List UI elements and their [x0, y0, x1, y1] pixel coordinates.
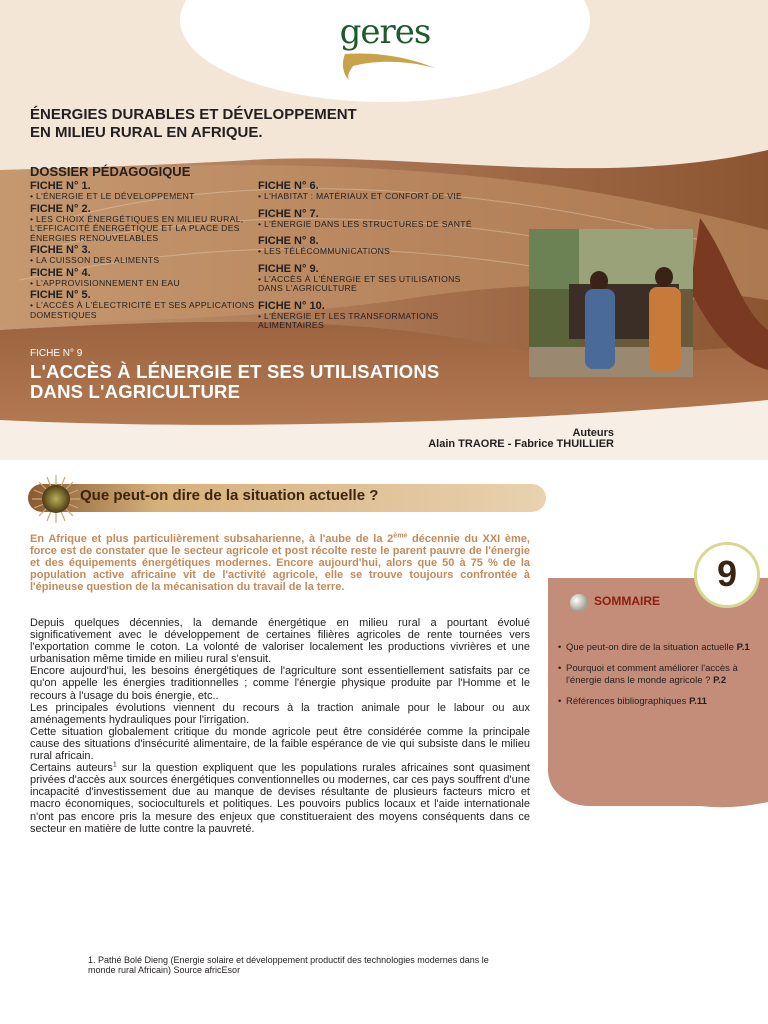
footnote-ref[interactable]: 1 — [112, 761, 117, 769]
sommaire-page-ref: P.11 — [689, 696, 707, 707]
sommaire-item[interactable] — [558, 642, 758, 654]
title-line-1: ÉNERGIES DURABLES ET DÉVELOPPEMENT — [30, 106, 357, 123]
intro-paragraph — [30, 533, 530, 593]
current-title-line-1: L'ACCÈS À LÉNERGIE ET SES UTILISATIONS — [30, 361, 440, 382]
fiche-text: • L'ÉNERGIE ET LE DÉVELOPPEMENT — [30, 191, 195, 201]
sommaire-list — [558, 642, 758, 717]
sommaire-page-ref: P.1 — [736, 642, 750, 653]
document-title — [30, 106, 450, 142]
sommaire-heading: SOMMAIRE — [594, 594, 660, 608]
dossier-heading: DOSSIER PÉDAGOGIQUE — [30, 164, 191, 179]
fiche-item — [258, 235, 488, 257]
sommaire-item[interactable] — [558, 696, 758, 708]
fiche-number: FICHE N° 3. — [30, 244, 91, 256]
intro-superscript: ème — [393, 532, 408, 540]
body-paragraph: Encore aujourd'hui, les besoins énergétiques de l'agriculture sont essentiellement satisfaits par ce qu'on appelle les énergies traditionnelles ; comme l'énergie physique produite par l'Homme et le recours à l'usage du bois énergie, etc.. — [30, 665, 530, 702]
sommaire-item-text: Références bibliographiques — [566, 696, 687, 707]
body-paragraph — [30, 762, 530, 835]
intro-text-1: En Afrique et plus particulièrement subsaharienne, à l'aube de la 2 — [30, 533, 394, 545]
authors-names: Alain TRAORE - Fabrice THUILLIER — [428, 438, 614, 450]
fiches-list-left — [30, 180, 260, 321]
fiche-text: • LES CHOIX ÉNERGÉTIQUES EN MILIEU RURAL, L'EFFICACITÉ ÉNERGÉTIQUE ET LA PLACE DES ÉNERGIES RENOUVELABLES — [30, 213, 244, 243]
sommaire-page-ref: P.2 — [713, 675, 727, 686]
current-title-line-2: DANS L'AGRICULTURE — [30, 381, 241, 402]
fiche-number: FICHE N° 8. — [258, 235, 319, 247]
fiches-list-right — [258, 180, 488, 332]
fiche-item — [30, 244, 260, 266]
fiche-item — [258, 263, 488, 294]
fiche-number: FICHE N° 5. — [30, 289, 91, 301]
sommaire-item-text: Pourquoi et comment améliorer l'accès à l'énergie dans le monde agricole ? — [566, 663, 738, 686]
fiche-text: • L'HABITAT : MATÉRIAUX ET CONFORT DE VIE — [258, 191, 462, 201]
fiche-number: FICHE N° 9. — [258, 262, 319, 275]
body-text-span: Certains auteurs — [30, 762, 113, 775]
intro-text-2: décennie du XXI ème, force est de constater que le secteur agricole et post récolte reste le parent pauvre de l'énergie et des équipements énergétiques modernes. Encore aujourd'hui, alors que 50 à 75 % de la population active africaine vit de l'activité agricole, elle se trouve toujours confrontée à l'épineuse question de la mécanisation du travail de la terre. — [30, 533, 530, 594]
fiche-item — [30, 180, 260, 202]
fiche-item — [258, 180, 488, 202]
body-text-span: sur la question expliquent que les populations rurales africaines sont quasiment privées d'accès aux sources énergétiques conventionnelles ou modernes, car ces pays souffrent d'une incapacité d'investissement due au manque de devises résultante de plusieurs facteurs micro et macro économiques, socioculturels et politiques. Les pouvoirs publics locaux et l'aide internationale n'ont pas encore pris la mesure des enjeux que constitueraient des moyens conséquents dans ce secteur en matière de lutte contre la pauvreté. — [30, 762, 530, 835]
fiche-item — [30, 289, 260, 320]
fiche-number: FICHE N° 1. — [30, 180, 91, 192]
body-paragraph: Cette situation globalement critique du monde agricole peut être considérée comme la principale cause des situations d'insécurité alimentaire, de la faible espérance de vie qui subsiste dans le milieu rural africain. — [30, 725, 530, 763]
authors-label: Auteurs — [572, 427, 614, 439]
fiche-number: FICHE N° 6. — [258, 180, 319, 192]
fiche-number-badge: 9 — [694, 542, 760, 608]
body-paragraph: Les principales évolutions viennent du recours à la traction animale pour le labour ou aux aménagements hydrauliques pour l'irrigation. — [30, 701, 530, 726]
fiche-number: FICHE N° 7. — [258, 207, 319, 220]
body-paragraph: Depuis quelques décennies, la demande énergétique en milieu rural a pourtant évolué significativement avec le développement de certaines filières agricoles de rente tournées vers l'exportation comme le coton. La volonté de valoriser localement les productions vivrières et une urbanisation même timide en milieu rural s'ensuit. — [30, 617, 530, 666]
fiche-item — [258, 208, 488, 230]
fiche-text: • L'ACCÈS À L'ÉNERGIE ET SES UTILISATIONS DANS L'AGRICULTURE — [258, 273, 461, 293]
current-fiche-title — [30, 362, 510, 402]
current-fiche-label: FICHE N° 9 — [30, 348, 83, 359]
fiche-item — [258, 300, 488, 331]
fiche-text: • LA CUISSON DES ALIMENTS — [30, 255, 160, 265]
footnote: 1. Pathé Bolé Dieng (Energie solaire et développement productif des technologies modernes dans le monde rural Africain) Source africEsor — [88, 955, 489, 975]
fiche-text: • LES TÉLÉCOMMUNICATIONS — [258, 246, 391, 256]
sommaire-item-text: Que peut-on dire de la situation actuelle — [566, 642, 734, 653]
fiche-item — [30, 267, 260, 289]
section-heading: Que peut-on dire de la situation actuelle ? — [80, 487, 379, 504]
title-line-2: EN MILIEU RURAL EN AFRIQUE. — [30, 124, 263, 141]
body-text — [30, 617, 530, 835]
fiche-text: • L'ÉNERGIE DANS LES STRUCTURES DE SANTÉ — [258, 218, 472, 229]
sommaire-item[interactable] — [558, 663, 758, 687]
fiche-number: FICHE N° 2. — [30, 202, 91, 215]
fiche-number: FICHE N° 4. — [30, 266, 91, 279]
fiche-number: FICHE N° 10. — [258, 299, 325, 312]
geres-logo — [300, 10, 470, 85]
fiche-item — [30, 203, 260, 244]
fiche-text: • L'ÉNERGIE ET LES TRANSFORMATIONS ALIMENTAIRES — [258, 310, 439, 330]
logo-wordmark: geres — [339, 12, 431, 52]
fiche-text: • L'ACCÈS À L'ÉLECTRICITÉ ET SES APPLICATIONS DOMESTIQUES — [30, 300, 255, 320]
fiche-text: • L'APPROVISIONNEMENT EN EAU — [30, 277, 180, 288]
